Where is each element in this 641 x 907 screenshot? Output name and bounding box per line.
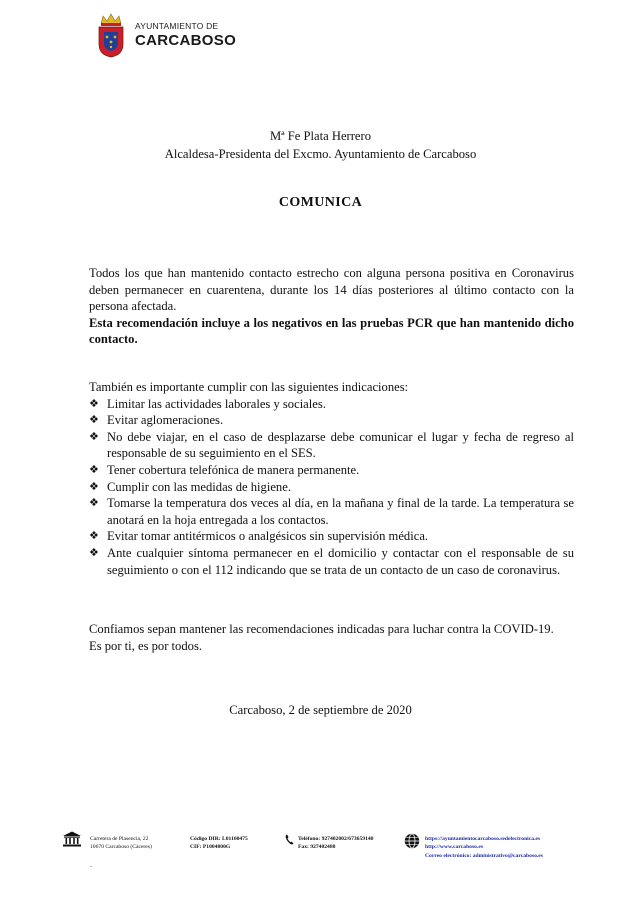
footer-address: Carretera de Plasencia, 22 10670 Carcaboso (Cáceres) bbox=[90, 836, 152, 851]
diamond-bullet-icon: ❖ bbox=[89, 413, 99, 427]
list-item: ❖ Cumplir con las medidas de higiene. bbox=[89, 479, 291, 494]
list-item: ❖ Limitar las actividades laborales y sociales. bbox=[89, 396, 326, 411]
indications-list bbox=[89, 396, 574, 579]
list-item: ❖ No debe viajar, en el caso de desplazarse debe comunicar el lugar y fecha de regreso al responsable de su seguimiento en el SES. bbox=[89, 429, 574, 461]
closing-line-1: Confiamos sepan mantener las recomendaciones indicadas para luchar contra la COVID-19. bbox=[89, 622, 554, 636]
indications-intro: También es importante cumplir con las siguientes indicaciones: bbox=[89, 380, 409, 394]
pcr-recommendation: Esta recomendación incluye a los negativos en las pruebas PCR que han mantenido dicho contacto. bbox=[89, 315, 574, 347]
date-line: Carcaboso, 2 de septiembre de 2020 bbox=[229, 703, 412, 717]
town-hall-icon bbox=[62, 831, 82, 850]
coat-of-arms-icon bbox=[95, 12, 127, 58]
diamond-bullet-icon: ❖ bbox=[89, 396, 99, 410]
signatory-name: Mª Fe Plata Herrero bbox=[269, 129, 372, 143]
indications-section bbox=[89, 379, 574, 578]
diamond-bullet-icon: ❖ bbox=[89, 529, 99, 543]
list-item: ❖ Evitar aglomeraciones. bbox=[89, 413, 224, 428]
diamond-bullet-icon: ❖ bbox=[89, 462, 99, 476]
signatory-block bbox=[0, 127, 641, 163]
list-item: ❖ Ante cualquier síntoma permanecer en el domicilio y contactar con el responsable de su seguimiento o con el 112 indicando que se trata de un contacto de un caso de coronavirus. bbox=[89, 545, 574, 577]
sede-link[interactable]: https://ayuntamientocarcaboso.sedelectronica.es bbox=[425, 836, 541, 842]
list-item: ❖ Evitar tomar antitérmicos o analgésicos sin supervisión médica. bbox=[89, 529, 429, 544]
diamond-bullet-icon: ❖ bbox=[89, 496, 99, 510]
globe-icon bbox=[404, 833, 420, 852]
org-top-label: AYUNTAMIENTO DE bbox=[135, 20, 219, 31]
footer-dot: . bbox=[90, 860, 92, 869]
signatory-title: Alcaldesa-Presidenta del Excmo. Ayuntamiento de Carcaboso bbox=[164, 147, 477, 161]
closing-section bbox=[89, 621, 574, 654]
quarantine-paragraph bbox=[89, 265, 574, 348]
diamond-bullet-icon: ❖ bbox=[89, 429, 99, 443]
phone-icon bbox=[285, 834, 294, 848]
diamond-bullet-icon: ❖ bbox=[89, 479, 99, 493]
website-link[interactable]: http://www.carcaboso.es bbox=[425, 844, 484, 851]
municipal-logo bbox=[95, 12, 236, 58]
email-link[interactable]: Correo electrónico: administrativo@carcaboso.es bbox=[425, 852, 543, 859]
footer-phone: Teléfono: 927402002/673659140 Fax: 927402480 bbox=[298, 836, 374, 851]
diamond-bullet-icon: ❖ bbox=[89, 545, 99, 559]
list-item: ❖ Tener cobertura telefónica de manera permanente. bbox=[89, 462, 360, 477]
quarantine-text: Todos los que han mantenido contacto estrecho con alguna persona positiva en Coronavirus deben permanecer en cuarentena, durante los 14 días posteriores al último contacto con la persona afectada. bbox=[89, 266, 574, 314]
org-name: CARCABOSO bbox=[135, 32, 237, 50]
closing-line-2: Es por ti, es por todos. bbox=[89, 638, 202, 653]
footer-codes: Código DIR: L01100475 CIF: P1004800G bbox=[190, 836, 248, 851]
footer-web bbox=[425, 835, 543, 860]
list-item: ❖ Tomarse la temperatura dos veces al día, en la mañana y final de la tarde. La temperatura se anotará en la hoja entregada a los contactos. bbox=[89, 496, 574, 527]
document-heading: COMUNICA bbox=[278, 195, 363, 210]
